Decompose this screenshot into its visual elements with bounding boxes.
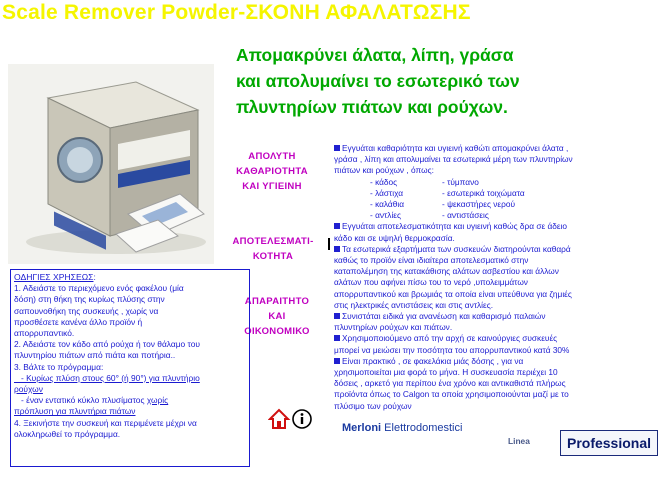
bullet-line: στις ηλεκτρικές αντιστάσεις και στις αντλίες. <box>334 299 494 310</box>
feature-line: ΑΠΟΤΕΛΕΣΜΑΤΙ- <box>232 236 314 247</box>
headline-line: Απομακρύνει άλατα, λίπη, γράσα <box>236 45 514 65</box>
bullet-line: απορρυπαντικού και βρωμιάς τα οποία είναι υπεύθυνα για ζημιές <box>334 288 572 299</box>
bullet-line: Συνιστάται ειδικά για ανανέωση και καθαρισμό παλαιών <box>334 311 662 322</box>
feature-cleanliness <box>232 149 312 194</box>
part-row: - καλάθια - ψεκαστήρες νερού <box>370 199 515 210</box>
headline-line: πλυντηρίων πιάτων και ρούχων. <box>236 97 508 117</box>
instruction-line: πρόπλυση για πλυντήρια πιάτων <box>14 406 136 417</box>
bullet-line: καθώς το προϊόν είναι ιδιαίτερα αποτελεσματικό στην <box>334 255 529 266</box>
bullet-line: πλυντηρίων ρούχων και πιάτων. <box>334 322 453 333</box>
instruction-line: δόση) στη θήκη της κυρίως πλύσης στην <box>14 294 165 305</box>
feature-line: ΚΑΘΑΡΙΟΤΗΤΑ <box>236 166 308 177</box>
instruction-line: σαπουνοθήκη της συσκευής , χωρίς να <box>14 305 159 316</box>
instruction-line: 4. Ξεκινήστε την συσκευή και περιμένετε μέχρι να <box>14 417 197 428</box>
text-cursor <box>328 238 330 250</box>
bullet-line: Είναι πρακτικό , σε φακελάκια μιάς δόσης , για να <box>334 356 662 367</box>
product-image <box>8 64 214 264</box>
linea-label: Linea <box>508 436 530 446</box>
brand-logo: Merloni Elettrodomestici <box>342 422 463 434</box>
bullet-line: Εγγυάται αποτελεσματικότητα και υγιεινή καθώς δρα σε άδειο <box>334 221 662 232</box>
bullet-square-icon <box>334 223 340 229</box>
home-icon[interactable] <box>270 410 288 428</box>
feature-line: ΟΙΚΟΝΟΜΙΚΟ <box>244 326 310 337</box>
instruction-line: 2. Αδειάστε τον κάδο από ρούχα ή τον θάλαμο του <box>14 339 200 350</box>
headline <box>236 42 656 120</box>
instruction-line: πλυντηρίου πιάτων από πιάτα και ποτήρια.. <box>14 350 176 361</box>
bullet-square-icon <box>334 335 340 341</box>
info-icon[interactable] <box>293 410 311 428</box>
instruction-line: 3. Βάλτε το πρόγραμμα: <box>14 361 104 372</box>
part-row: - κάδος - τύμπανο <box>370 176 479 187</box>
bullet-line: Χρησιμοποιούμενο από την αρχή σε καινούργιες συσκευές <box>334 333 662 344</box>
instruction-line: προσθέσετε κανένα άλλο προϊόν ή <box>14 316 143 327</box>
bullet-line: δόσεις , αρκετό για περίπου ένα χρόνο και αντικαθιστά πλήρως <box>334 378 566 389</box>
feature-line: ΚΟΤΗΤΑ <box>252 251 294 262</box>
feature-line: ΚΑΙ <box>268 311 286 322</box>
headline-line: και απολυμαίνει το εσωτερικό των <box>236 71 520 91</box>
usage-instructions <box>10 269 250 467</box>
instructions-heading: ΟΔΗΓΙΕΣ ΧΡΗΣΕΩΣ: <box>14 272 96 282</box>
bullet-line: πιάτων και ρούχων , όπως: <box>334 165 434 176</box>
feature-line: ΑΠΟΛΥΤΗ <box>248 151 296 162</box>
footer-icons <box>268 408 314 430</box>
instruction-line: ρούχων <box>14 384 43 395</box>
bullet-line: κάδο και σε υψηλή θερμοκρασία. <box>334 232 455 243</box>
bullet-square-icon <box>334 313 340 319</box>
bullet-line: Εγγυάται καθαριότητα και υγιεινή καθώτι απομακρύνει άλατα , <box>334 143 662 154</box>
professional-button[interactable]: Professional <box>560 430 658 456</box>
instruction-line: 1. Αδειάστε το περιεχόμενο ενός φακέλου (μία <box>14 283 184 294</box>
bullet-line: Τα εσωτερικά εξαρτήματα των συσκευών διατηρούνται καθαρά <box>334 244 662 255</box>
instruction-line: ολοκληρωθεί το πρόγραμμα. <box>14 428 121 439</box>
instruction-line: απορρυπαντικό. <box>14 328 75 339</box>
bullet-line: πλύσιμο των ρούχων <box>334 400 412 411</box>
product-box-illustration <box>8 64 214 264</box>
part-row: - αντλίες - αντιστάσεις <box>370 210 489 221</box>
bullet-square-icon <box>334 145 340 151</box>
bullet-square-icon <box>334 358 340 364</box>
bullet-line: γράσα , λίπη και απολυμαίνει τα εσωτερικά μέρη των πλυντηρίων <box>334 154 573 165</box>
page-title: Scale Remover Powder-ΣΚΟΝΗ ΑΦΑΛΑΤΩΣΗΣ <box>0 0 665 28</box>
instruction-line: - Κυρίως πλύση στους 60° (ή 90°) για πλυντήριο <box>14 372 200 383</box>
bullet-line: αλάτων που αφήνει πίσω του το νερό ,υπολειμμάτων <box>334 277 528 288</box>
feature-effectiveness <box>228 234 318 264</box>
bullet-line: καταπολέμηση της κατακάθισης αλάτων ασβεστίου και άλλων <box>334 266 559 277</box>
feature-line: ΑΠΑΡΑΙΤΗΤΟ <box>244 296 310 307</box>
bullet-square-icon <box>334 246 340 252</box>
part-row: - λάστιχα - εσωτερικά τοιχώματα <box>370 187 525 198</box>
bullet-line: προϊόντα όπως το Calgon τα οποία χρησιμοποιούνται μαζί με το <box>334 389 569 400</box>
bullet-line: χρησιμοποιείται μια φορά το μήνα. Η συσκευασία περιέχει 10 <box>334 367 558 378</box>
feature-description <box>334 143 662 412</box>
instruction-line: - έναν εντατικό κύκλο πλυσίματος χωρίς <box>14 395 169 406</box>
feature-line: ΚΑΙ ΥΓΙΕΙΝΗ <box>242 181 302 192</box>
bullet-line: μπορεί να μειώσει την ποσότητα του απορρυπαντικού κατά 30% <box>334 344 570 355</box>
